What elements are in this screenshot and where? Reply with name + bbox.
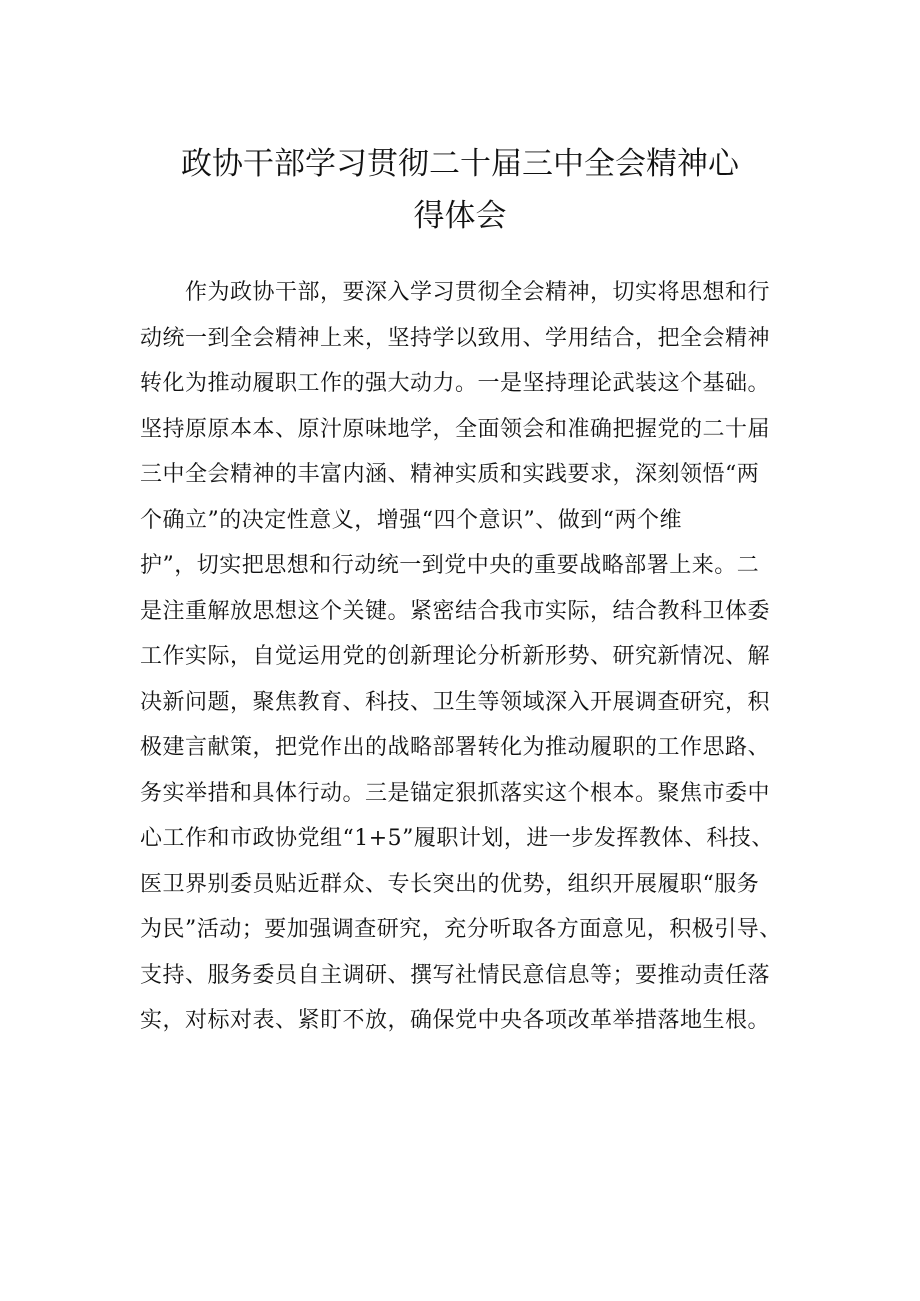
body-line-17: 实，对标对表、紧盯不放，确保党中央各项改革举措落地生根。	[140, 1008, 771, 1033]
body-line-15: 为民”活动；要加强调查研究，充分听取各方面意见，积极引导、	[140, 917, 782, 942]
body-line-12: 务实举措和具体行动。三是锚定狠抓落实这个根本。聚焦市委中	[140, 780, 771, 806]
document-body	[140, 270, 790, 1044]
body-line-1: 作为政协干部，要深入学习贯彻全会精神，切实将思想和行	[140, 280, 771, 305]
body-line-11: 极建言献策，把党作出的战略部署转化为推动履职的工作思路、	[140, 735, 771, 760]
body-line-10: 决新问题，聚焦教育、科技、卫生等领域深入开展调查研究，积	[140, 689, 771, 715]
body-line-8: 是注重解放思想这个关键。紧密结合我市实际，结合教科卫体委	[140, 598, 771, 624]
body-line-3: 转化为推动履职工作的强大动力。一是坚持理论武装这个基础。	[140, 371, 771, 396]
title-line-1: 政协干部学习贯彻二十届三中全会精神心	[181, 146, 739, 182]
body-line-6: 个确立”的决定性意义，增强“四个意识”、做到“两个维	[140, 507, 682, 533]
body-line-13: 心工作和市政协党组“1+5”履职计划，进一步发挥教体、科技、	[140, 826, 774, 851]
body-line-7: 护”，切实把思想和行动统一到党中央的重要战略部署上来。二	[140, 553, 760, 578]
body-line-5: 三中全会精神的丰富内涵、精神实质和实践要求，深刻领悟“两	[140, 462, 760, 487]
body-line-16: 支持、服务委员自主调研、撰写社情民意信息等；要推动责任落	[140, 962, 771, 988]
body-line-4: 坚持原原本本、原汁原味地学，全面领会和准确把握党的二十届	[140, 416, 771, 442]
body-line-14: 医卫界别委员贴近群众、专长突出的优势，组织开展履职“服务	[140, 871, 760, 897]
title-line-2: 得体会	[413, 198, 507, 234]
body-line-9: 工作实际，自觉运用党的创新理论分析新形势、研究新情况、解	[140, 644, 771, 669]
body-line-2: 动统一到全会精神上来，坚持学以致用、学用结合，把全会精神	[140, 325, 771, 351]
document-title	[140, 138, 780, 242]
